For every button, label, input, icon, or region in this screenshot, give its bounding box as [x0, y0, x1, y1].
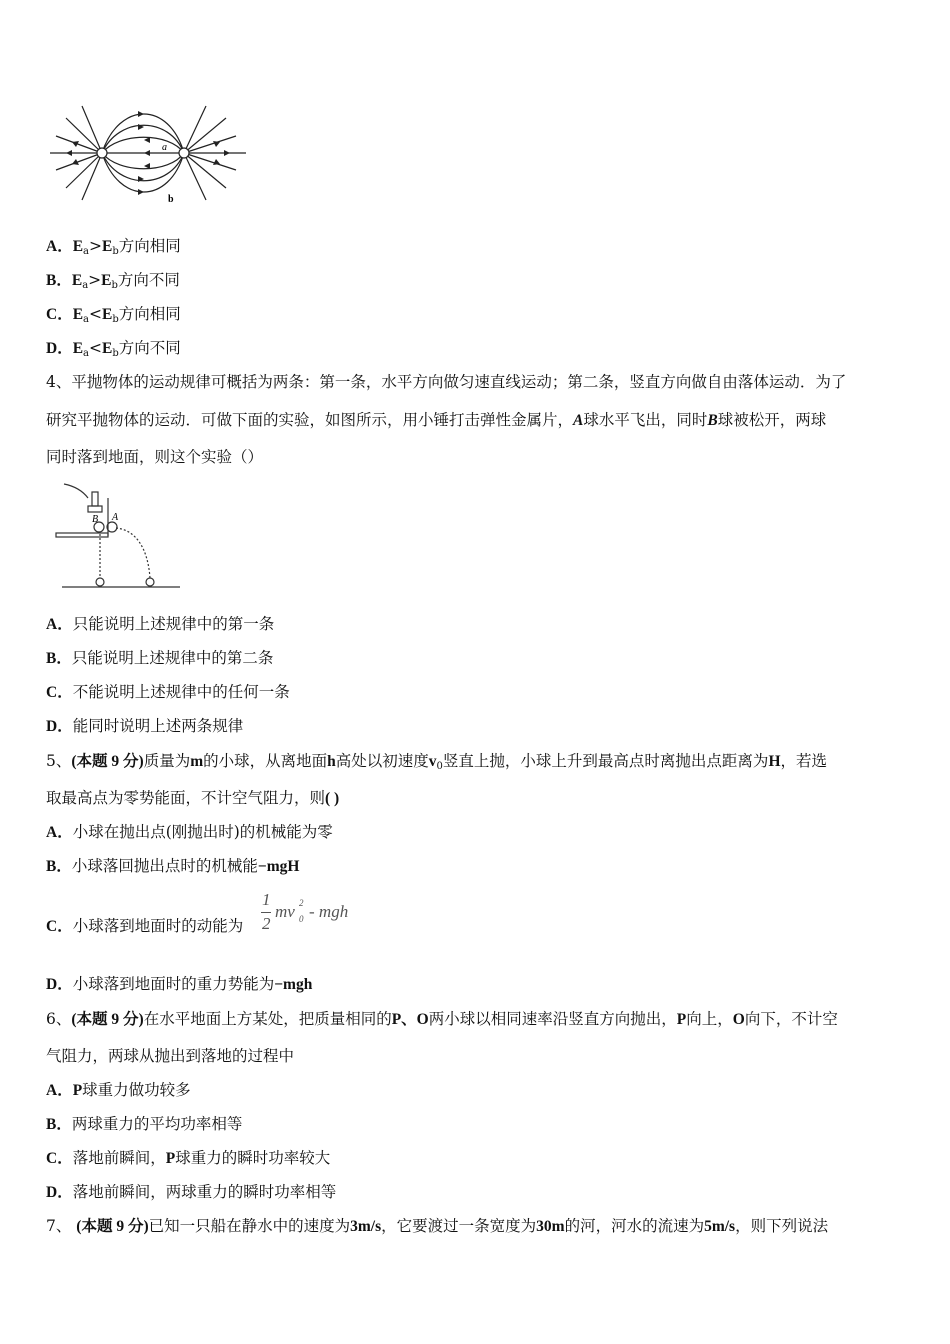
- figure-label-b: b: [168, 194, 174, 205]
- q3-option-a[interactable]: A．$E_a>E_b$方向相同: [46, 237, 181, 257]
- q4-stem-line-1: 4、平抛物体的运动规律可概括为两条：第一条，水平方向做匀速直线运动；第二条，竖直方向做自由落体运动．为了: [46, 373, 847, 391]
- q4-option-b[interactable]: B．只能说明上述规律中的第二条: [46, 649, 274, 667]
- q6-option-d[interactable]: D．落地前瞬间，两球重力的瞬时功率相等: [46, 1183, 337, 1201]
- q6-option-c[interactable]: C．落地前瞬间，P球重力的瞬时功率较大: [46, 1149, 331, 1167]
- q5-option-a[interactable]: A．小球在抛出点(刚抛出时)的机械能为零: [46, 823, 333, 841]
- figure-label-ball-b: B: [92, 514, 99, 525]
- q3-option-c[interactable]: C．$E_a<E_b$方向相同: [46, 305, 181, 325]
- q3-option-b[interactable]: B．$E_a>E_b$方向不同: [46, 271, 180, 291]
- electric-field-figure: [44, 96, 254, 206]
- figure-label-a: a: [162, 142, 167, 153]
- q4-option-a[interactable]: A．只能说明上述规律中的第一条: [46, 615, 275, 633]
- figure-label-ball-a: A: [112, 512, 119, 523]
- q4-stem-line-3: 同时落到地面，则这个实验（）: [46, 448, 264, 466]
- projectile-experiment-figure: [52, 478, 184, 592]
- q6-stem-line-1: 6、(本题 9 分)在水平地面上方某处，把质量相同的P、O两小球以相同速率沿竖直方向抛出，P向上，O向下，不计空: [46, 1010, 838, 1028]
- q4-stem-line-2: 研究平抛物体的运动．可做下面的实验，如图所示，用小锤打击弹性金属片，A球水平飞出，同时B球被松开，两球: [46, 411, 827, 429]
- q5-stem-line-1: 5、(本题 9 分)质量为m的小球，从离地面h高处以初速度$v_0$竖直上抛，小球上升到最高点时离抛出点距离为H，若选: [46, 752, 828, 772]
- q3-option-d[interactable]: D．$E_a<E_b$方向不同: [46, 339, 181, 359]
- q5-option-b[interactable]: B．小球落回抛出点时的机械能−mgH: [46, 857, 300, 875]
- q6-option-b[interactable]: B．两球重力的平均功率相等: [46, 1115, 243, 1133]
- q6-option-a[interactable]: A．P球重力做功较多: [46, 1081, 191, 1099]
- q5-option-c[interactable]: C．小球落到地面时的动能为: [46, 917, 244, 935]
- fraction-bar: [261, 912, 271, 913]
- kinetic-energy-formula: 1 2 mv 2 0 - mgh: [262, 890, 349, 933]
- q6-stem-line-2: 气阻力，两球从抛出到落地的过程中: [46, 1047, 295, 1065]
- q4-option-d[interactable]: D．能同时说明上述两条规律: [46, 717, 244, 735]
- q5-stem-line-2: 取最高点为零势能面，不计空气阻力，则( ): [46, 789, 340, 807]
- q7-stem-line-1: 7、 (本题 9 分)已知一只船在静水中的速度为3m/s，它要渡过一条宽度为30m的河，河水的流速为5m/s，则下列说法: [46, 1217, 829, 1235]
- q4-option-c[interactable]: C．不能说明上述规律中的任何一条: [46, 683, 290, 701]
- q5-option-d[interactable]: D．小球落到地面时的重力势能为−mgh: [46, 975, 313, 993]
